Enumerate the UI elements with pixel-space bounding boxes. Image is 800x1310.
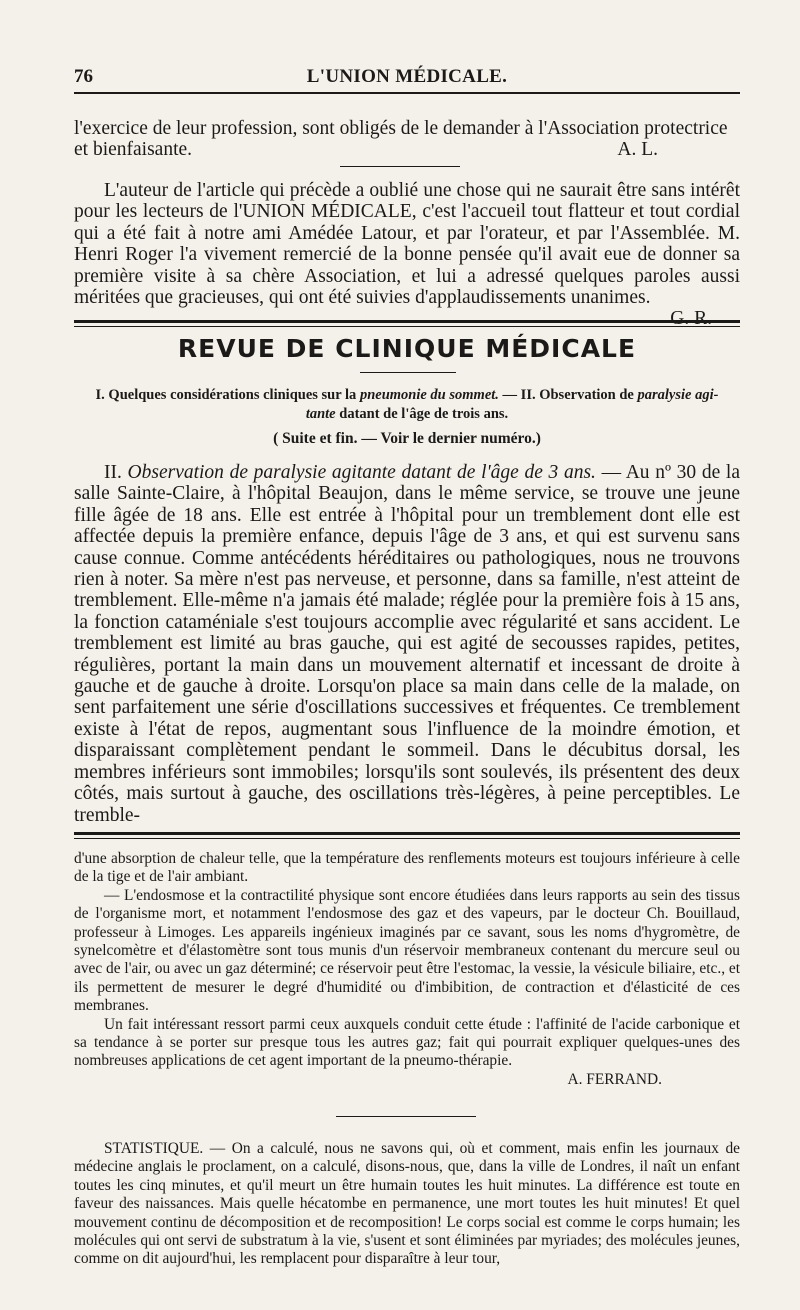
intro-line-1: l'exercice de leur profession, sont obligés de le demander à l'Association protectrice bbox=[74, 118, 728, 139]
feuilleton-rule bbox=[74, 832, 740, 835]
signature-gr: G. R. bbox=[670, 308, 712, 330]
statistique-paragraph bbox=[74, 1140, 740, 1269]
statistique-label: STATISTIQUE. bbox=[104, 1140, 204, 1157]
feuilleton-column bbox=[74, 850, 740, 1089]
separator-short-1 bbox=[340, 166, 460, 167]
intro-paragraph-2-text: L'auteur de l'article qui précède a oublié une chose qui ne saurait être sans intérêt pour les lecteurs de l'UNION MÉDICALE, c'est l'accueil tout flatteur et tout cordial qui a été fait à notre ami Amédée Latour, et par l'orateur, et par l'Assemblée. M. Henri Roger l'a vivement remercié de la bonne pensée qu'il avait eue de donner sa première visite à sa chère Association, et lui a adressé quelques paroles aussi méritées que gracieuses, qui ont été suivies d'applaudissements unanimes. bbox=[74, 180, 740, 309]
section-title: REVUE DE CLINIQUE MÉDICALE bbox=[177, 334, 637, 363]
observation-text: — Au nº 30 de la salle Sainte-Claire, à l'hôpital Beaujon, dans le même service, se trouve une jeune fille âgée de 18 ans. Elle est entrée à l'hôpital pour un tremblement dont elle est affectée depuis la première enfance, depuis l'âge de 3 ans, et qui est survenu sans cause connue. Comme antécédents héréditaires ou pathologiques, nous ne trouvons rien à noter. Sa mère n'est pas nerveuse, et personne, dans sa famille, n'est atteint de tremblement. Elle-même n'a jamais été malade; réglée pour la première fois à 15 ans, la fonction cataméniale s'est toujours accomplie avec régularité et sans accident. Le tremblement est limité au bras gauche, qui est agité de secousses rapides, petites, régulières, portant la main dans un mouvement alternatif et incessant de droite à gauche et de gauche à droite. Lorsqu'on place sa main dans celle de la malade, on sent parfaitement une série d'oscillations successives et fréquentes. Ce tremblement existe à l'état de repos, augmentant sous l'influence de la moindre émotion, et disparaissant complètement pendant le sommeil. Dans le décubitus dorsal, les membres inférieurs sont immobiles; lorsqu'ils sont soulevés, ils présentent des deux côtés, mais surtout à gauche, des oscillations très-légères, à peine perceptibles. Le tremble- bbox=[74, 462, 740, 826]
feuilleton-p3: Un fait intéressant ressort parmi ceux auxquels conduit cette étude : l'affinité de l'acide carbonique et sa tendance à se porter sur presque tous les autres gaz; fait qui pourrait expliquer quelques-unes des nombreuses applications de cet agent important de la pneumo-thérapie. bbox=[74, 1015, 740, 1070]
toc-italic-3: tante bbox=[305, 406, 336, 422]
observation-lead: II. bbox=[104, 462, 128, 483]
table-of-contents bbox=[74, 386, 740, 424]
toc-italic-1: pneumonie du sommet. bbox=[359, 387, 499, 403]
feuilleton-p2: — L'endosmose et la contractilité physique sont encore étudiées dans leurs rapports au sein des tissus de l'organisme mort, et notamment l'endosmose des gaz et des vapeurs, par le docteur Ch. Bouillaud, professeur à Limoges. Les appareils ingénieux imaginés par ce savant, sous les noms d'hygromètre, de synelcomètre et d'élastomètre sont tous munis d'un réservoir membraneux contenant du mercure seul ou avec de l'air, ou avec un gaz déterminé; ce réservoir peut être l'estomac, la vessie, la vésicule biliaire, etc., et ils permettent de mesurer le degré d'humidité ou d'imbibition, de contraction et d'élasticité de ces membranes. bbox=[74, 886, 740, 1015]
toc-italic-2: paralysie agi- bbox=[637, 387, 719, 403]
running-header bbox=[74, 66, 740, 94]
statistique-text: — On a calculé, nous ne savons qui, où et comment, mais enfin les journaux de médecine anglais le proclament, on a calculé, disons-nous, que, dans la ville de Londres, il naît un enfant toutes les cinq minutes, et qu'il meurt un être humain toutes les huit minutes. La différence est toute en faveur des naissances. Mais quelle hécatombe en permanence, une mort toutes les huit minutes! Et quel mouvement continu de décomposition et de recomposition! Le corps social est comme le corps humain; les molécules qui ont servi de substratum à la vie, s'usent et sont éliminées par myriades; des molécules jeunes, comme on dit aujourd'hui, les remplacent pour disparaître à leur tour, bbox=[74, 1140, 740, 1268]
observation-title: Observation de paralysie agitante datant de l'âge de 3 ans. bbox=[127, 462, 596, 483]
observation-paragraph bbox=[74, 462, 740, 826]
toc-text-2: — II. Observation de bbox=[502, 387, 638, 403]
intro-paragraph-1 bbox=[74, 118, 740, 161]
signature-ferrand: A. FERRAND. bbox=[567, 1070, 662, 1088]
toc-text-3: datant de l'âge de trois ans. bbox=[335, 406, 509, 422]
section-rule-top bbox=[74, 320, 740, 323]
page-number: 76 bbox=[74, 66, 93, 87]
feuilleton-p1: d'une absorption de chaleur telle, que la température des renflements moteurs est toujours inférieure à celle de la tige et de l'air ambiant. bbox=[74, 850, 740, 886]
intro-paragraph-2 bbox=[74, 180, 740, 330]
signature-al: A. L. bbox=[617, 139, 658, 161]
intro-line-2: et bienfaisante. bbox=[74, 139, 193, 161]
toc-text-1: I. Quelques considérations cliniques sur la bbox=[95, 387, 360, 403]
journal-title: L'UNION MÉDICALE. bbox=[306, 66, 508, 87]
title-underline bbox=[360, 372, 456, 373]
separator-short-2 bbox=[336, 1116, 476, 1117]
continuation-note: ( Suite et fin. — Voir le dernier numéro.) bbox=[273, 430, 541, 447]
